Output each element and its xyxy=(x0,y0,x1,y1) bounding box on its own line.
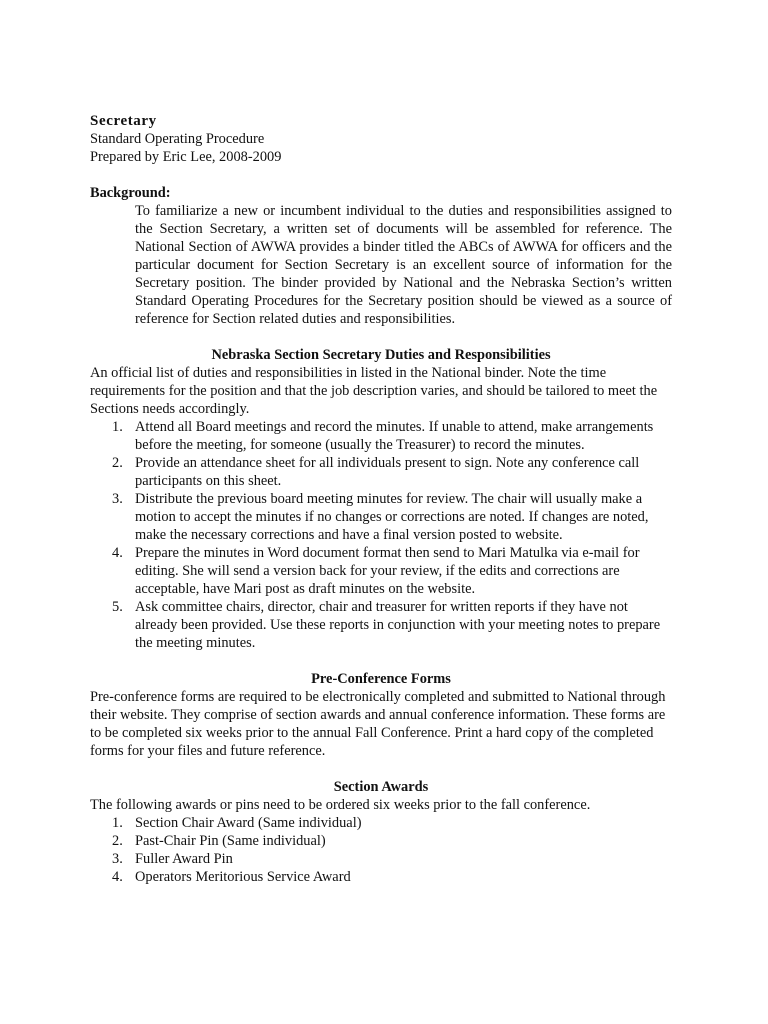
list-item xyxy=(90,490,672,544)
preconf-heading: Pre-Conference Forms xyxy=(311,671,451,687)
awards-list xyxy=(90,814,672,886)
list-item xyxy=(90,814,672,832)
list-text: Section Chair Award (Same individual) xyxy=(135,815,362,831)
background-text: To familiarize a new or incumbent individual to the duties and responsibilities assigned to the Section Secretary, a written set of documents will be assembled for reference. The National Section of AWWA provides a binder titled the ABCs of AWWA for officers and the particular document for Section Secretary is an excellent source of information for the Secretary position. The binder provided by National and the Nebraska Section’s written Standard Operating Procedures for the Secretary position should be viewed as a source of reference for Section related duties and responsibilities. xyxy=(135,203,672,327)
doc-title: Secretary xyxy=(90,113,157,129)
list-text: Attend all Board meetings and record the minutes. If unable to attend, make arrangements before the meeting, for someone (usually the Treasurer) to record the minutes. xyxy=(135,419,654,453)
list-item xyxy=(90,868,672,886)
doc-subtitle: Standard Operating Procedure xyxy=(90,131,265,147)
spacer xyxy=(90,760,672,778)
list-number: 3. xyxy=(112,491,123,507)
duties-intro: An official list of duties and responsibilities in listed in the National binder. Note the time requirements for the position and that the job description varies, and should be tailored to meet the Sections needs accordingly. xyxy=(90,365,658,417)
list-number: 3. xyxy=(112,851,123,867)
list-item xyxy=(90,598,672,652)
list-text: Ask committee chairs, director, chair and treasurer for written reports if they have not already been provided. Use these reports in conjunction with your meeting notes to prepare the meeting minutes. xyxy=(135,599,661,651)
document-page xyxy=(90,112,672,886)
spacer xyxy=(90,652,672,670)
list-number: 4. xyxy=(112,869,123,885)
preconf-text: Pre-conference forms are required to be electronically completed and submitted to National through their website. They comprise of section awards and annual conference information. These forms are to be completed six weeks prior to the annual Fall Conference. Print a hard copy of the completed forms for your files and future reference. xyxy=(90,689,666,759)
list-number: 1. xyxy=(112,815,123,831)
list-number: 2. xyxy=(112,455,123,471)
list-number: 4. xyxy=(112,545,123,561)
background-label: Background: xyxy=(90,185,171,201)
spacer xyxy=(90,328,672,346)
list-number: 1. xyxy=(112,419,123,435)
prepared-by: Prepared by Eric Lee, 2008-2009 xyxy=(90,149,282,165)
list-item xyxy=(90,850,672,868)
list-item xyxy=(90,832,672,850)
list-text: Fuller Award Pin xyxy=(135,851,233,867)
awards-intro: The following awards or pins need to be ordered six weeks prior to the fall conference. xyxy=(90,797,591,813)
list-text: Provide an attendance sheet for all individuals present to sign. Note any conference call participants on this sheet. xyxy=(135,455,640,489)
list-item xyxy=(90,544,672,598)
awards-heading: Section Awards xyxy=(333,779,429,795)
list-text: Operators Meritorious Service Award xyxy=(135,869,351,885)
list-text: Prepare the minutes in Word document format then send to Mari Matulka via e-mail for editing. She will send a version back for your review, if the edits and corrections are acceptable, have Mari post as draft minutes on the website. xyxy=(135,545,640,597)
list-number: 2. xyxy=(112,833,123,849)
duties-heading: Nebraska Section Secretary Duties and Responsibilities xyxy=(211,347,551,363)
duties-list xyxy=(90,418,672,652)
list-text: Distribute the previous board meeting minutes for review. The chair will usually make a motion to accept the minutes if no changes or corrections are noted. If changes are noted, make the necessary corrections and have a final version posted to website. xyxy=(135,491,649,543)
list-item xyxy=(90,418,672,454)
list-number: 5. xyxy=(112,599,123,615)
spacer xyxy=(90,166,672,184)
list-item xyxy=(90,454,672,490)
list-text: Past-Chair Pin (Same individual) xyxy=(135,833,326,849)
